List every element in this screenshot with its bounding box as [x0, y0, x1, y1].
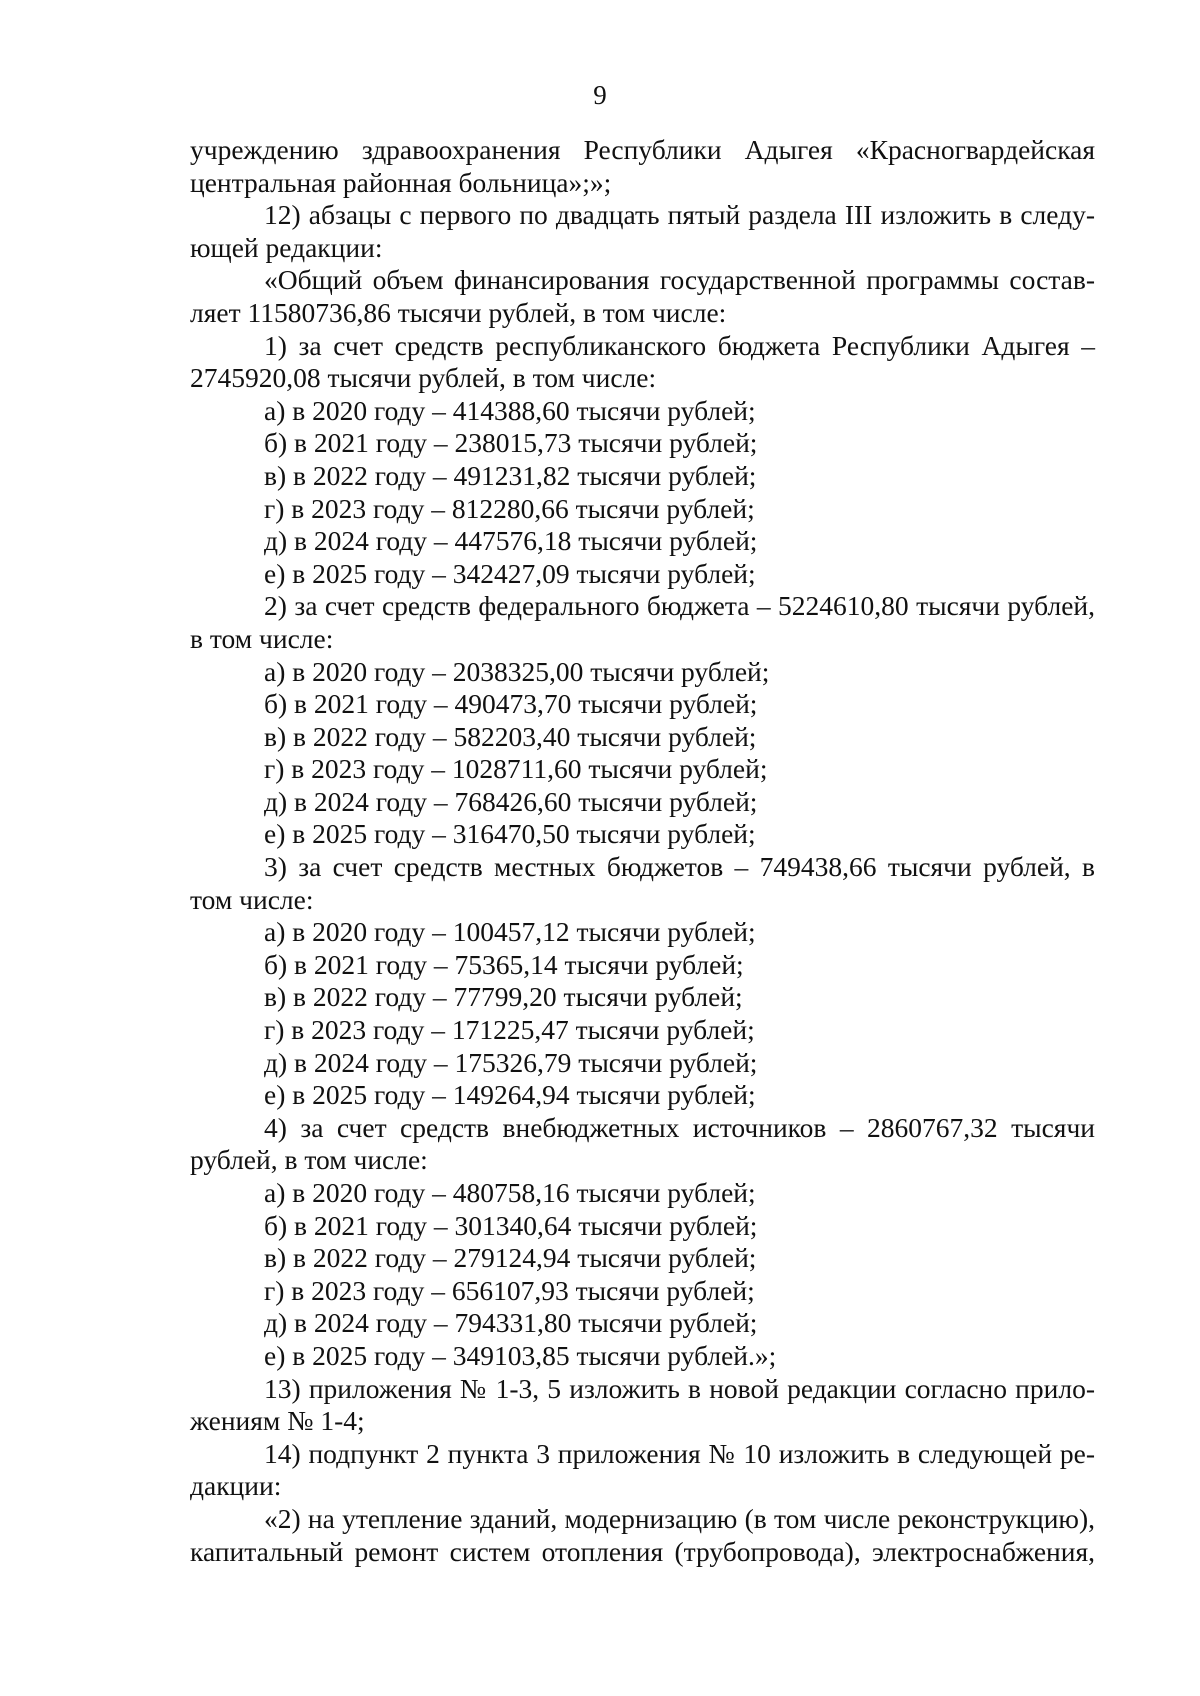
year-item: е) в 2025 году – 316470,50 тысячи рублей; [264, 818, 756, 850]
source-heading-line-2: 2745920,08 тысячи рублей, в том числе: [190, 362, 657, 394]
year-item: д) в 2024 году – 175326,79 тысячи рублей; [264, 1046, 758, 1078]
year-item: г) в 2023 году – 171225,47 тысячи рублей; [264, 1014, 755, 1046]
year-item: а) в 2020 году – 100457,12 тысячи рублей; [264, 916, 756, 948]
year-item: е) в 2025 году – 349103,85 тысячи рублей.»; [264, 1339, 777, 1371]
year-item: е) в 2025 году – 149264,94 тысячи рублей; [264, 1079, 756, 1111]
source-heading-line-1: 4) за счет средств внебюджетных источников – 2860767,32 тысячи [264, 1111, 1095, 1143]
quote-2-line-2: капитальный ремонт систем отопления (трубопровода), электроснабжения, [190, 1535, 1095, 1567]
funding-source-republican [190, 330, 1095, 591]
year-item: г) в 2023 году – 1028711,60 тысячи рублей; [264, 753, 768, 785]
source-heading-line-1: 3) за счет средств местных бюджетов – 749438,66 тысячи рублей, в [264, 851, 1095, 883]
year-item: г) в 2023 году – 656107,93 тысячи рублей; [264, 1274, 755, 1306]
intro-line-1: учреждению здравоохранения Республики Адыгея «Красногвардейская [190, 134, 1095, 165]
clause-14-line-1: 14) подпункт 2 пункта 3 приложения № 10 изложить в следующей ре- [264, 1437, 1095, 1469]
funding-source-local [190, 851, 1095, 1112]
year-item: д) в 2024 году – 447576,18 тысячи рублей; [264, 525, 758, 557]
funding-source-federal [190, 590, 1095, 851]
clause-14-line-2: дакции: [190, 1470, 282, 1502]
clause-12-line-1: 12) абзацы с первого по двадцать пятый раздела III изложить в следу- [264, 199, 1095, 231]
year-item: е) в 2025 году – 342427,09 тысячи рублей; [264, 557, 756, 589]
year-item: а) в 2020 году – 2038325,00 тысячи рублей; [264, 655, 770, 687]
source-heading-line-2: том числе: [190, 883, 314, 915]
year-item: а) в 2020 году – 414388,60 тысячи рублей; [264, 394, 756, 426]
source-heading-line-1: 2) за счет средств федерального бюджета – 5224610,80 тысячи рублей, [264, 590, 1095, 622]
source-heading-line-2: рублей, в том числе: [190, 1144, 428, 1176]
total-line-2: ляет 11580736,86 тысячи рублей, в том числе: [190, 296, 727, 328]
year-item: б) в 2021 году – 238015,73 тысячи рублей; [264, 427, 758, 459]
year-item: д) в 2024 году – 794331,80 тысячи рублей; [264, 1307, 758, 1339]
page-number: 9 [593, 80, 607, 110]
source-heading-line-1: 1) за счет средств республиканского бюджета Республики Адыгея – [264, 329, 1095, 361]
year-item: а) в 2020 году – 480758,16 тысячи рублей; [264, 1177, 756, 1208]
year-item: в) в 2022 году – 491231,82 тысячи рублей; [264, 459, 757, 491]
total-line-1: «Общий объем финансирования государственной программы состав- [264, 264, 1095, 296]
clause-13-line-1: 13) приложения № 1-3, 5 изложить в новой редакции согласно прило- [264, 1372, 1095, 1404]
clause-13-line-2: жениям № 1-4; [190, 1405, 365, 1437]
year-item: б) в 2021 году – 301340,64 тысячи рублей; [264, 1209, 758, 1241]
year-item: д) в 2024 году – 768426,60 тысячи рублей; [264, 785, 758, 817]
year-item: в) в 2022 году – 279124,94 тысячи рублей; [264, 1242, 757, 1274]
intro-line-2: центральная районная больница»;»; [190, 166, 612, 198]
source-heading-line-2: в том числе: [190, 622, 334, 654]
year-item: в) в 2022 году – 582203,40 тысячи рублей; [264, 720, 757, 752]
year-item: в) в 2022 году – 77799,20 тысячи рублей; [264, 981, 743, 1013]
quote-2-line-1: «2) на утепление зданий, модернизацию (в том числе реконструкцию), [264, 1502, 1095, 1534]
year-item: г) в 2023 году – 812280,66 тысячи рублей; [264, 492, 755, 524]
year-item: б) в 2021 году – 490473,70 тысячи рублей; [264, 688, 758, 720]
funding-source-extrabudgetary [190, 1112, 1095, 1373]
year-item: б) в 2021 году – 75365,14 тысячи рублей; [264, 948, 744, 980]
document-body [190, 134, 1095, 1568]
clause-12-line-2: ющей редакции: [190, 231, 383, 263]
